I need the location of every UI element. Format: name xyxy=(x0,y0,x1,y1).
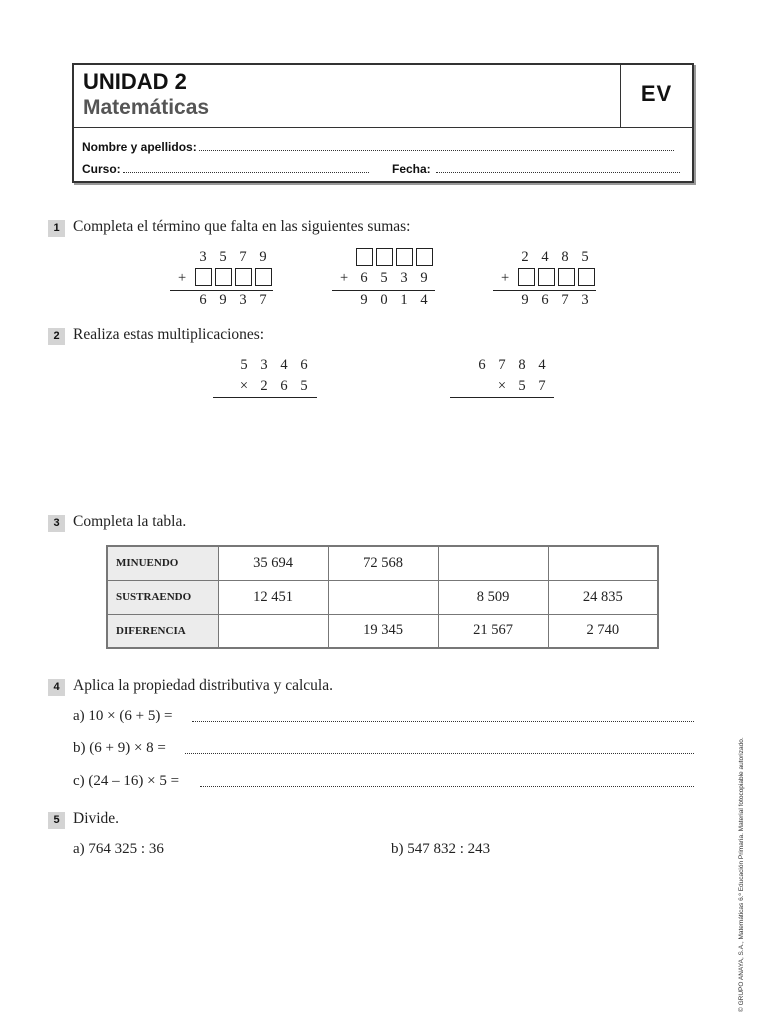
exercise-3-question: Completa la tabla. xyxy=(73,513,187,530)
name-dotted-line[interactable] xyxy=(199,149,674,151)
table-cell: 19 345 xyxy=(328,614,438,648)
answer-box[interactable] xyxy=(376,248,393,266)
digit: 5 xyxy=(380,270,388,286)
answer-line-4b[interactable] xyxy=(185,752,694,754)
digit: 6 xyxy=(199,292,207,308)
table-row-diferencia xyxy=(107,614,658,648)
plus-sign: + xyxy=(178,270,187,286)
digit: 6 xyxy=(541,292,549,308)
item-4b: b) (6 + 9) × 8 = xyxy=(73,740,166,756)
digit: 9 xyxy=(360,292,368,308)
ev-box xyxy=(620,65,692,127)
digit: 4 xyxy=(541,249,549,265)
answer-box[interactable] xyxy=(578,268,595,286)
table-cell-blank[interactable] xyxy=(548,546,658,580)
name-field[interactable] xyxy=(82,140,674,154)
digit: 9 xyxy=(420,270,428,286)
row-label: SUSTRAENDO xyxy=(107,580,218,614)
ev-label: EV xyxy=(640,81,673,106)
answer-line-4a[interactable] xyxy=(192,720,694,722)
answer-box[interactable] xyxy=(396,248,413,266)
exercise-2-number: 2 xyxy=(48,328,65,345)
digit: 6 xyxy=(360,270,368,286)
digit: 7 xyxy=(498,357,506,373)
date-dotted-line[interactable] xyxy=(436,171,680,173)
table-cell: 2 740 xyxy=(548,614,658,648)
table-cell: 24 835 xyxy=(548,580,658,614)
digit: 3 xyxy=(400,270,408,286)
digit: 5 xyxy=(518,378,526,394)
times-sign: × xyxy=(497,378,507,394)
exercise-5-number: 5 xyxy=(48,812,65,829)
table-cell-blank[interactable] xyxy=(438,546,548,580)
answer-box[interactable] xyxy=(255,268,272,286)
table-cell: 12 451 xyxy=(218,580,328,614)
subtraction-table xyxy=(106,545,659,649)
row-label: MINUENDO xyxy=(107,546,218,580)
item-4a: a) 10 × (6 + 5) = xyxy=(73,708,173,724)
digit: 8 xyxy=(518,357,526,373)
exercise-5-question: Divide. xyxy=(73,810,120,827)
plus-sign: + xyxy=(501,270,510,286)
date-field[interactable] xyxy=(392,162,680,176)
table-cell: 8 509 xyxy=(438,580,548,614)
table-row-sustraendo xyxy=(107,580,658,614)
digit: 6 xyxy=(300,357,308,373)
digit: 8 xyxy=(561,249,569,265)
name-label: Nombre y apellidos: xyxy=(82,140,197,154)
digit: 7 xyxy=(259,292,267,308)
table-cell: 35 694 xyxy=(218,546,328,580)
table-cell-blank[interactable] xyxy=(218,614,328,648)
answer-line-4c[interactable] xyxy=(200,785,694,787)
table-cell-blank[interactable] xyxy=(328,580,438,614)
course-label: Curso: xyxy=(82,162,121,176)
digit: 9 xyxy=(219,292,227,308)
item-5a: a) 764 325 : 36 xyxy=(73,841,164,857)
date-label: Fecha: xyxy=(392,162,431,176)
digit: 3 xyxy=(260,357,268,373)
digit: 6 xyxy=(478,357,486,373)
digit: 7 xyxy=(561,292,569,308)
digit: 5 xyxy=(300,378,308,394)
answer-box[interactable] xyxy=(538,268,555,286)
exercise-1-number: 1 xyxy=(48,220,65,237)
header-title-area xyxy=(74,65,692,128)
digit: 4 xyxy=(280,357,288,373)
copyright-notice: © GRUPO ANAYA, S.A., Matemáticas 6.º Educación Primaria. Material fotocopiable autorizado. xyxy=(738,737,745,1012)
plus-sign: + xyxy=(340,270,349,286)
digit: 3 xyxy=(239,292,247,308)
digit: 2 xyxy=(260,378,268,394)
digit: 7 xyxy=(239,249,247,265)
exercise-4-number: 4 xyxy=(48,679,65,696)
table-cell: 72 568 xyxy=(328,546,438,580)
header-box xyxy=(72,63,694,183)
subject-title: Matemáticas xyxy=(83,96,210,119)
digit: 5 xyxy=(240,357,248,373)
digit: 1 xyxy=(400,292,408,308)
digit: 9 xyxy=(521,292,529,308)
exercise-2-question: Realiza estas multiplicaciones: xyxy=(73,326,265,343)
times-sign: × xyxy=(239,378,249,394)
digit: 5 xyxy=(581,249,589,265)
exercise-4-question: Aplica la propiedad distributiva y calcula. xyxy=(73,677,333,694)
table-row-minuendo xyxy=(107,546,658,580)
unit-title: UNIDAD 2 xyxy=(83,69,187,94)
digit: 0 xyxy=(380,292,388,308)
table-cell: 21 567 xyxy=(438,614,548,648)
answer-box[interactable] xyxy=(195,268,212,286)
row-label: DIFERENCIA xyxy=(107,614,218,648)
course-field[interactable] xyxy=(82,162,369,176)
answer-box[interactable] xyxy=(215,268,232,286)
answer-box[interactable] xyxy=(235,268,252,286)
digit: 3 xyxy=(199,249,207,265)
digit: 5 xyxy=(219,249,227,265)
digit: 9 xyxy=(259,249,267,265)
answer-box[interactable] xyxy=(518,268,535,286)
answer-box[interactable] xyxy=(416,248,433,266)
digit: 4 xyxy=(420,292,428,308)
multiplication-rule xyxy=(450,397,554,398)
exercise-3-number: 3 xyxy=(48,515,65,532)
digit: 2 xyxy=(521,249,529,265)
item-4c: c) (24 – 16) × 5 = xyxy=(73,773,180,789)
digit: 3 xyxy=(581,292,589,308)
answer-box[interactable] xyxy=(558,268,575,286)
course-dotted-line[interactable] xyxy=(123,171,369,173)
answer-box[interactable] xyxy=(356,248,373,266)
multiplication-rule xyxy=(213,397,317,398)
item-5b: b) 547 832 : 243 xyxy=(391,841,491,857)
digit: 6 xyxy=(280,378,288,394)
digit: 4 xyxy=(538,357,546,373)
exercise-1-question: Completa el término que falta en las siguientes sumas: xyxy=(73,218,411,235)
digit: 7 xyxy=(538,378,546,394)
